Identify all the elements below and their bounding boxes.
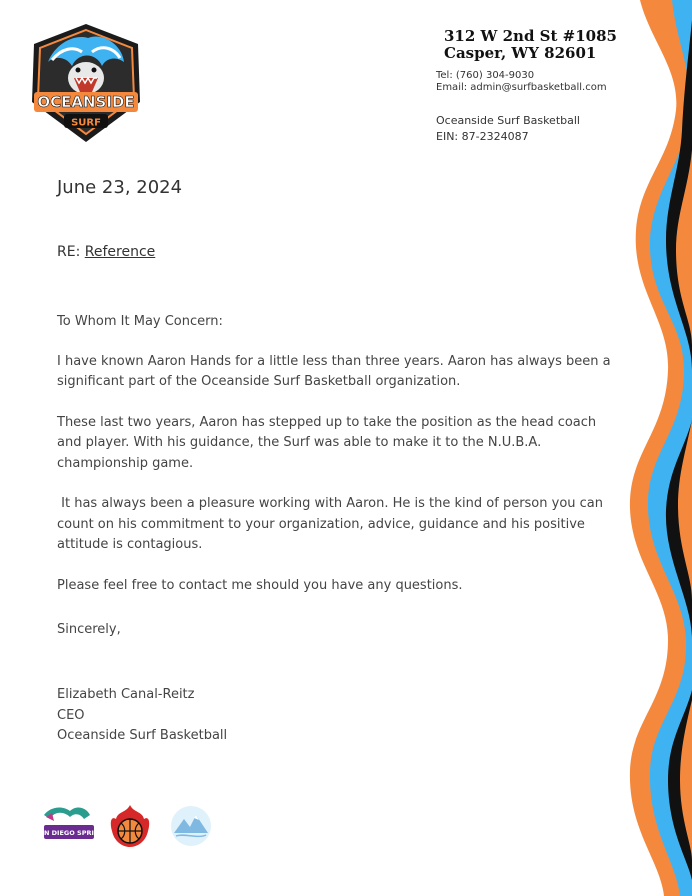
signer-org: Oceanside Surf Basketball	[57, 728, 228, 743]
paragraph: These last two years, Aaron has stepped up to take the position as the head coach and player. With his guidance, the Surf was able to make it to the N.U.B.A. championship game.	[57, 414, 597, 471]
signer-name: Elizabeth Canal-Reitz	[57, 687, 195, 702]
letter-body	[57, 312, 617, 616]
contact-email: Email: admin@surfbasketball.com	[436, 82, 607, 93]
paragraph: It has always been a pleasure working with Aaron. He is the kind of person you can count on his commitment to your organization, advice, guidance and his positive attitude is contagious.	[57, 496, 608, 552]
address-line1: 312 W 2nd St #1085	[444, 27, 617, 45]
greeting: To Whom It May Concern:	[57, 314, 223, 329]
mountain-team-logo	[166, 803, 216, 849]
flame-basketball-logo	[106, 803, 154, 849]
org-ein: EIN: 87-2324087	[436, 130, 529, 143]
contact-tel: Tel: (760) 304-9030	[436, 70, 535, 81]
closing: Sincerely,	[57, 622, 121, 637]
paragraph: Please feel free to contact me should you have any questions.	[57, 577, 463, 593]
letter-date: June 23, 2024	[57, 177, 183, 198]
letterhead-contact	[436, 70, 607, 94]
re-label: RE:	[57, 244, 81, 260]
letterhead-address	[444, 28, 617, 62]
san-diego-sprint-logo	[34, 803, 104, 849]
logo-text-line1: OCEANSIDE	[37, 93, 135, 111]
signer-title: CEO	[57, 707, 85, 723]
logo-text-line2: SURF	[71, 117, 101, 129]
oceanside-surf-logo	[26, 22, 146, 144]
san-diego-logo-text: SAN DIEGO SPRINT	[34, 829, 104, 837]
paragraph: I have known Aaron Hands for a little less than three years. Aaron has always been a significant part of the Oceanside Surf Basketball organization.	[57, 353, 611, 389]
re-line	[57, 244, 155, 260]
re-subject: Reference	[84, 244, 156, 260]
org-name: Oceanside Surf Basketball	[436, 114, 580, 127]
partner-logos	[34, 803, 220, 853]
letterhead-org	[436, 113, 580, 145]
signature-block	[57, 685, 227, 747]
address-line2: Casper, WY 82601	[444, 44, 597, 62]
